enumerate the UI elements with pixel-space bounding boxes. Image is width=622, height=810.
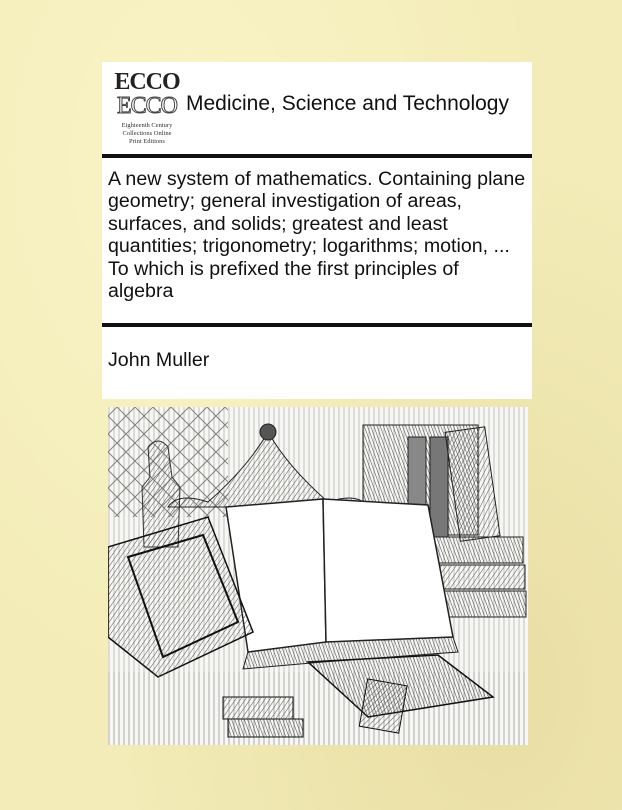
series-title: Medicine, Science and Technology: [186, 92, 509, 115]
ecco-logo: [112, 70, 182, 150]
logo-mark-outline: ECCO: [116, 93, 177, 119]
logo-caption-line: Collections Online: [122, 130, 172, 137]
book-title: A new system of mathematics. Containing plane geometry; general investigation of areas, surfaces, and solids; greatest and least quantities; trigonometry; logarithms; motion, ... To which is prefixed the first principles of algebra: [108, 168, 526, 303]
cover-engraving: [108, 407, 528, 745]
engraving-image: [108, 407, 528, 745]
book-author: John Muller: [108, 349, 210, 371]
author-panel: [102, 327, 532, 399]
logo-caption: [112, 122, 182, 146]
logo-caption-line: Print Editions: [129, 138, 165, 145]
title-panel: [102, 158, 532, 323]
series-header: [102, 62, 532, 154]
logo-caption-line: Eighteenth Century: [121, 122, 173, 129]
logo-mark: ECCO: [114, 69, 180, 95]
